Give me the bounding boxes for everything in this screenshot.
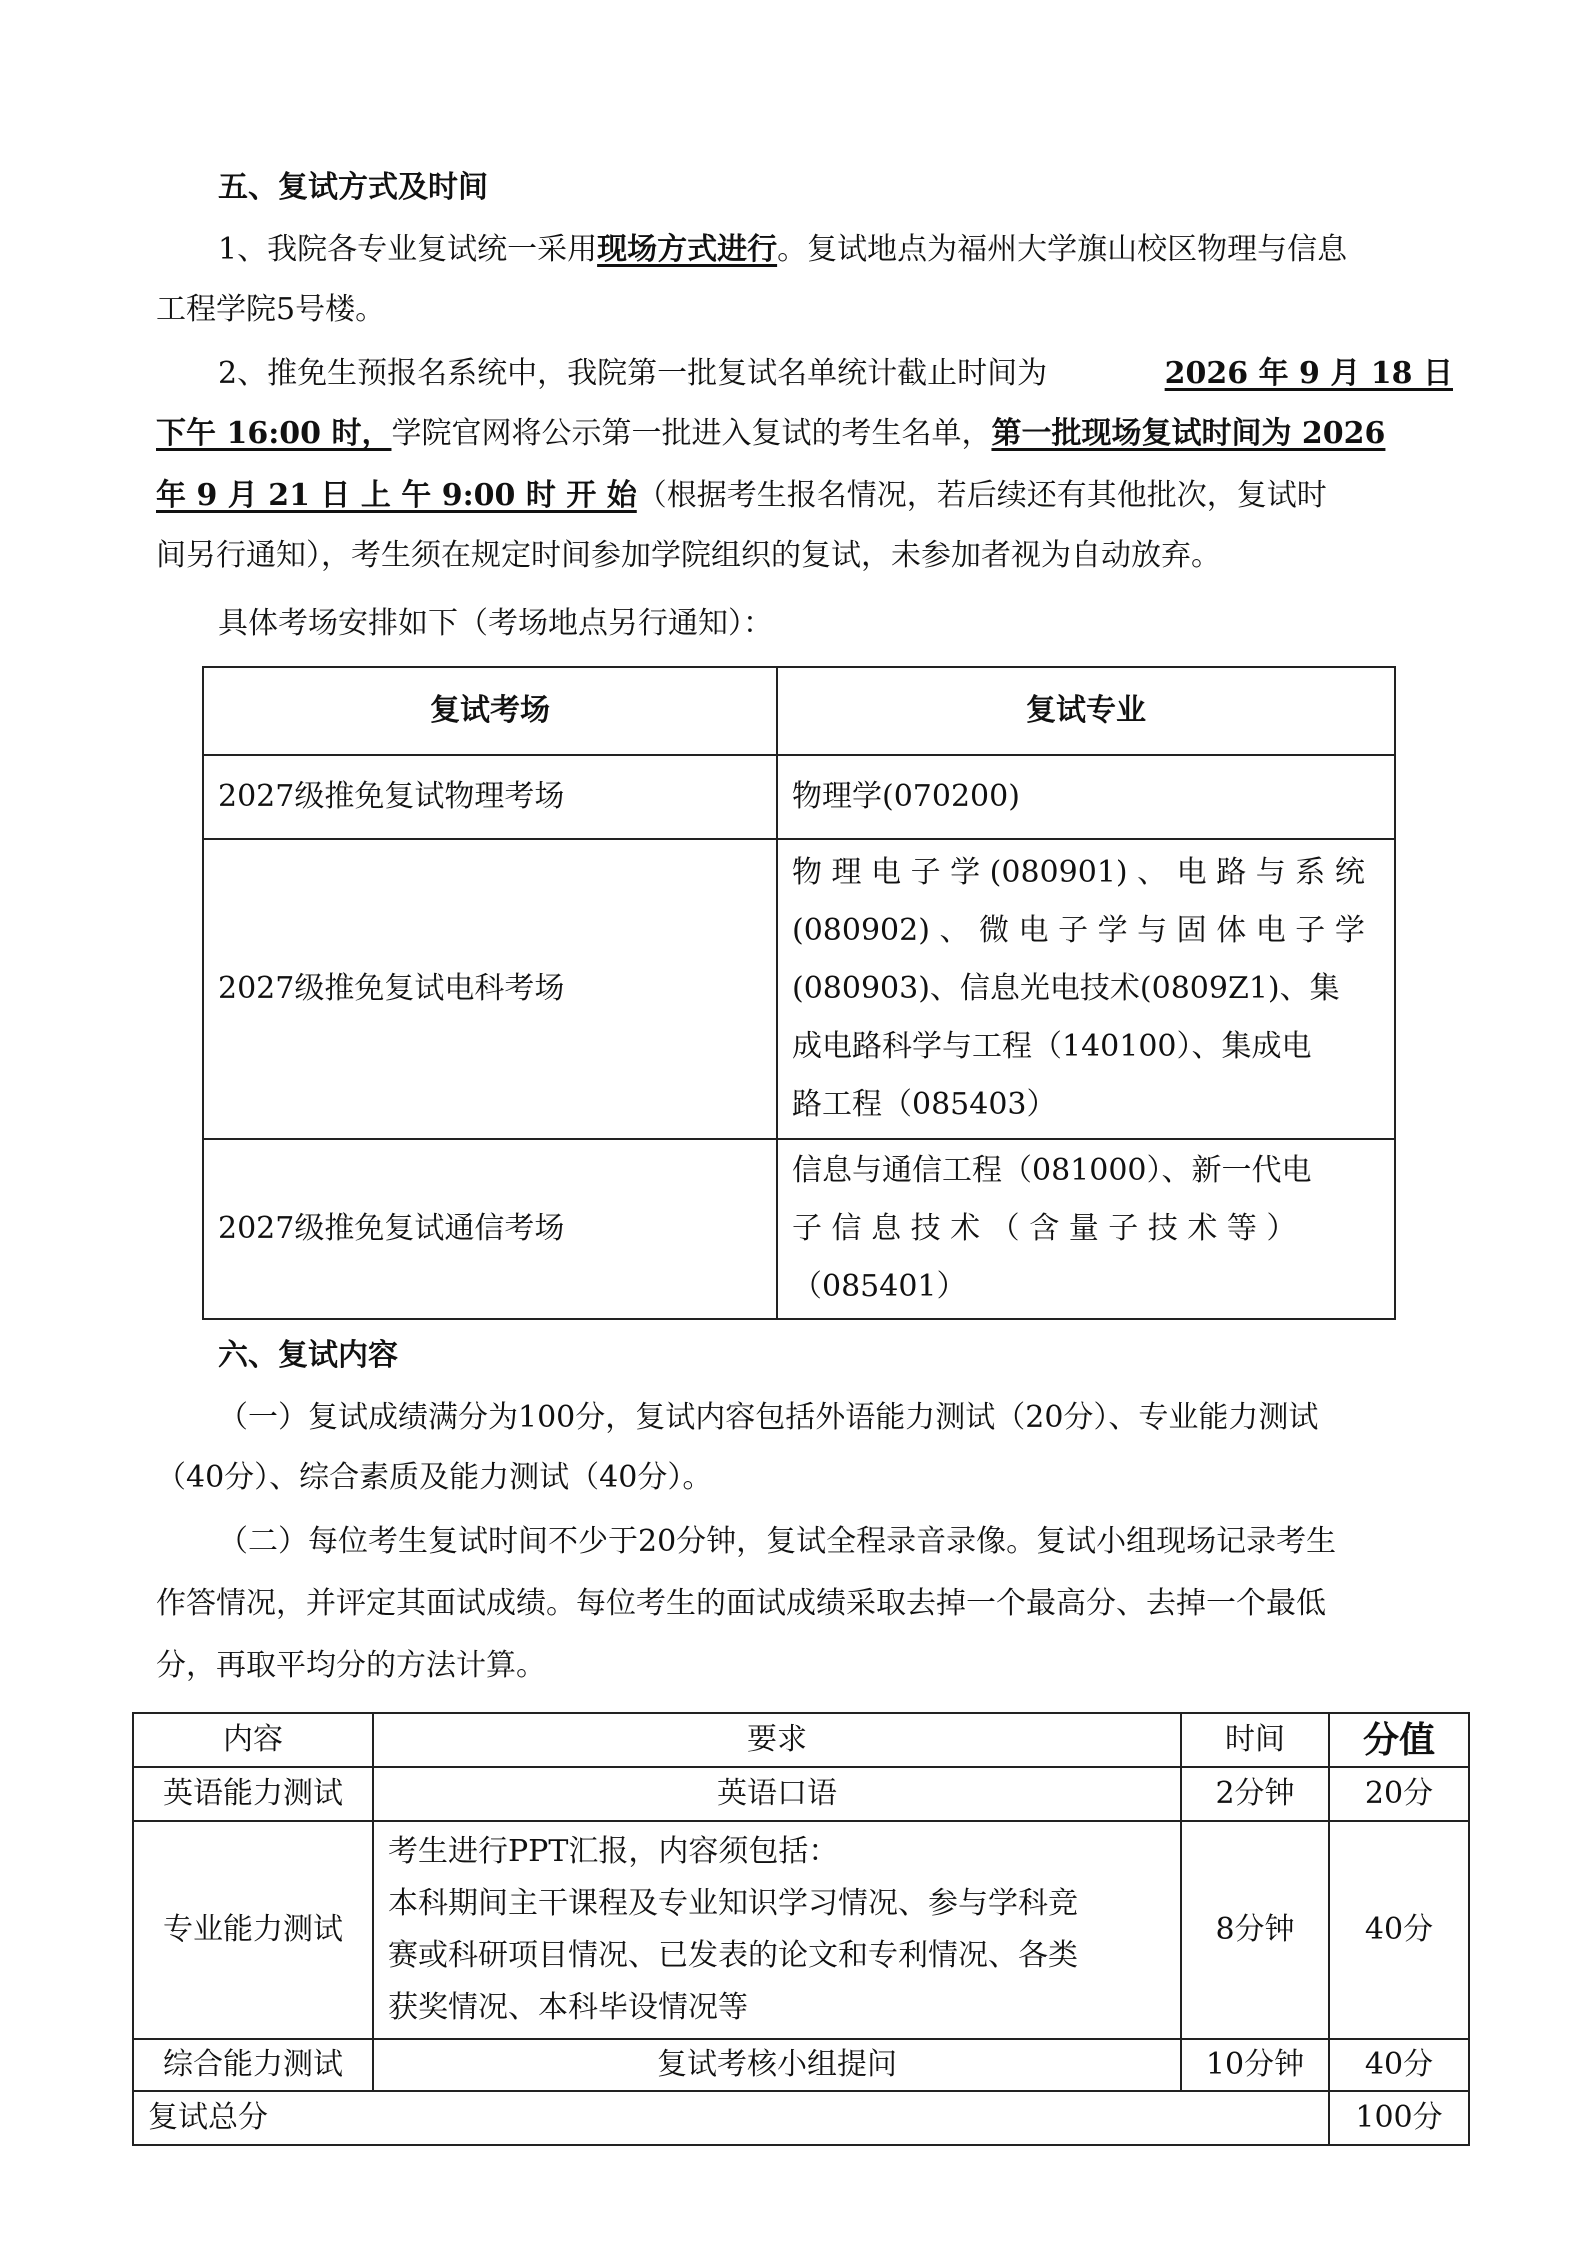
header-requirement: 要求 [373, 1713, 1181, 1767]
score-table [132, 1712, 1470, 2146]
paragraph-5-2-line3 [156, 476, 1327, 516]
section-six-title: 六、复试内容 [218, 1338, 398, 1373]
paragraph-6-2-line1: （二）每位考生复试时间不少于20分钟，复试全程录音录像。复试小组现场记录考生 [218, 1524, 1337, 1559]
deadline-date: 2026 年 9 月 18 日 [1164, 356, 1453, 391]
requirement-line: 获奖情况、本科毕设情况等 [388, 1990, 748, 2025]
paragraph-6-1-line2: （40分）、综合素质及能力测试（40分）。 [156, 1460, 713, 1495]
paragraph-6-2-line2: 作答情况，并评定其面试成绩。每位考生的面试成绩采取去掉一个最高分、去掉一个最低 [156, 1586, 1326, 1621]
paragraph-5-2-line2 [156, 414, 1453, 454]
content-cell: 专业能力测试 [133, 1821, 373, 2039]
header-time: 时间 [1181, 1713, 1329, 1767]
major-line: 路工程（085403） [792, 1087, 1057, 1122]
header-venue: 复试考场 [203, 667, 777, 755]
paragraph-5-2-line1 [218, 354, 1453, 394]
paragraph-5-2-line4: 间另行通知），考生须在规定时间参加学院组织的复试，未参加者视为自动放弃。 [156, 538, 1221, 573]
score-cell: 40分 [1329, 2039, 1469, 2091]
text-span: （根据考生报名情况，若后续还有其他批次，复试时 [636, 478, 1327, 513]
content-cell: 综合能力测试 [133, 2039, 373, 2091]
text-span: 1、我院各专业复试统一采用 [218, 232, 598, 267]
major-line: 物理学(070200) [792, 779, 1020, 814]
major-line: (080902) 、 微 电 子 学 与 固 体 电 子 学 [792, 913, 1365, 948]
major-line: 子 信 息 技 术 （ 含 量 子 技 术 等 ） [792, 1211, 1297, 1246]
onsite-emphasis: 现场方式进行 [597, 232, 778, 267]
time-cell: 8分钟 [1181, 1821, 1329, 2039]
major-cell [777, 1139, 1395, 1319]
time-cell: 10分钟 [1181, 2039, 1329, 2091]
major-line: 物 理 电 子 学 (080901) 、 电 路 与 系 统 [792, 855, 1365, 890]
deadline-time: 下午 16:00 时， [156, 416, 392, 451]
requirement-cell: 复试考核小组提问 [373, 2039, 1181, 2091]
requirement-line: 赛或科研项目情况、已发表的论文和专利情况、各类 [388, 1938, 1078, 1973]
time-cell: 2分钟 [1181, 1767, 1329, 1821]
requirement-cell: 英语口语 [373, 1767, 1181, 1821]
table-row [133, 2039, 1469, 2091]
requirement-cell [373, 1821, 1181, 2039]
text-span: 2、推免生预报名系统中，我院第一批复试名单统计截止时间为 [218, 356, 1048, 391]
requirement-line: 本科期间主干课程及专业知识学习情况、参与学科竞 [388, 1886, 1078, 1921]
score-cell: 20分 [1329, 1767, 1469, 1821]
paragraph-5-1-line2: 工程学院5号楼。 [156, 292, 386, 327]
major-cell [777, 839, 1395, 1139]
venue-cell: 2027级推免复试电科考场 [203, 839, 777, 1139]
table-row [133, 1821, 1469, 2039]
major-line: （085401） [792, 1269, 967, 1304]
interview-start: 年 9 月 21 日 上 午 9:00 时 开 始 [156, 478, 637, 513]
table-header-row [133, 1713, 1469, 1767]
major-line: 信息与通信工程（081000）、新一代电 [792, 1153, 1312, 1188]
paragraph-6-2-line3: 分，再取平均分的方法计算。 [156, 1648, 546, 1683]
major-cell [777, 755, 1395, 839]
score-cell: 40分 [1329, 1821, 1469, 2039]
table-total-row [133, 2091, 1469, 2145]
table-row [133, 1767, 1469, 1821]
total-label: 复试总分 [133, 2091, 1329, 2145]
paragraph-6-1-line1: （一）复试成绩满分为100分，复试内容包括外语能力测试（20分）、专业能力测试 [218, 1400, 1319, 1435]
table-row [203, 1139, 1395, 1319]
venue-cell: 2027级推免复试通信考场 [203, 1139, 777, 1319]
text-span: 。复试地点为福州大学旗山校区物理与信息 [777, 232, 1348, 267]
paragraph-5-1-line1 [218, 230, 1453, 270]
section-five-title: 五、复试方式及时间 [218, 170, 488, 205]
interview-date: 第一批现场复试时间为 2026 [991, 416, 1386, 451]
header-score: 分值 [1329, 1713, 1469, 1767]
content-cell: 英语能力测试 [133, 1767, 373, 1821]
table-row [203, 755, 1395, 839]
major-line: (080903)、信息光电技术(0809Z1)、集 [792, 971, 1340, 1006]
major-line: 成电路科学与工程（140100）、集成电 [792, 1029, 1312, 1064]
table-header-row [203, 667, 1395, 755]
header-major: 复试专业 [777, 667, 1395, 755]
requirement-line: 考生进行PPT汇报，内容须包括： [388, 1834, 839, 1869]
text-span: 学院官网将公示第一批进入复试的考生名单， [391, 416, 992, 451]
total-value: 100分 [1329, 2091, 1469, 2145]
header-content: 内容 [133, 1713, 373, 1767]
paragraph-5-3: 具体考场安排如下（考场地点另行通知）： [218, 606, 773, 641]
table-row [203, 839, 1395, 1139]
venue-cell: 2027级推免复试物理考场 [203, 755, 777, 839]
venue-table [202, 666, 1396, 1320]
